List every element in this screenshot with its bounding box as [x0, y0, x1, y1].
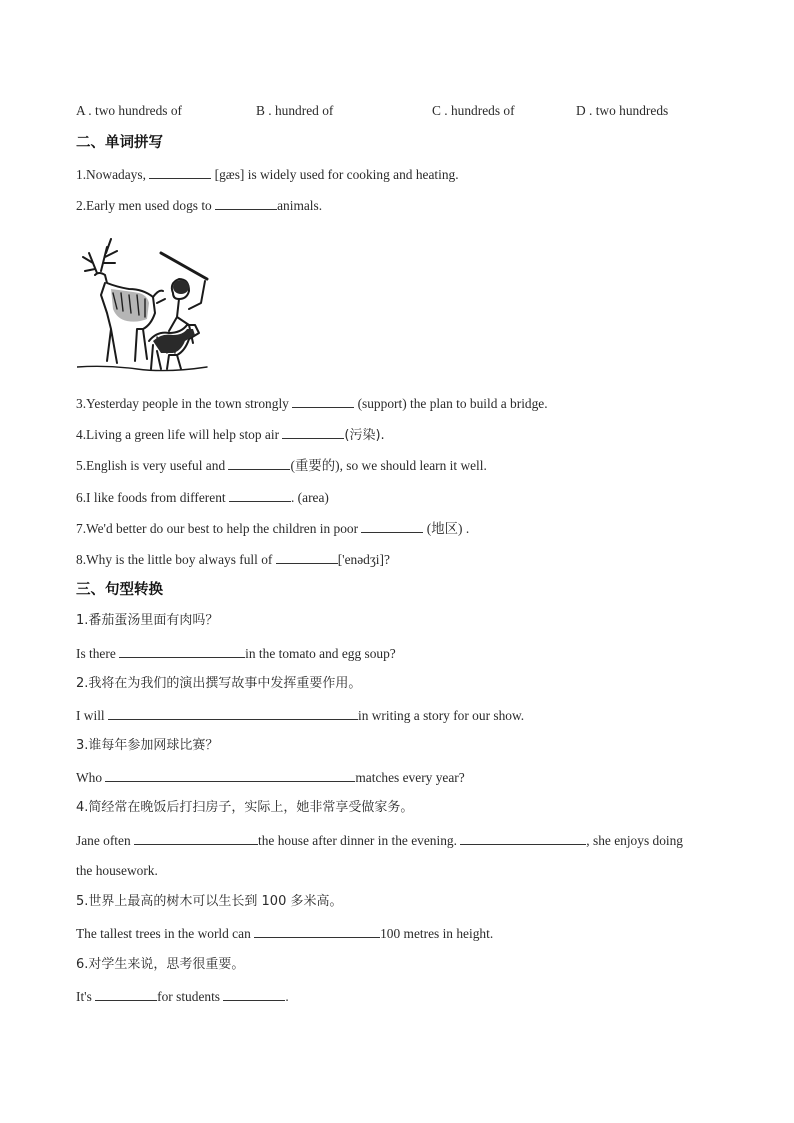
s3-q3-chinese: 3.谁每年参加网球比赛？: [76, 738, 219, 753]
section-2-title: 二、单词拼写: [76, 135, 163, 151]
answer-blank[interactable]: [460, 832, 586, 845]
s3-q6-mid: for students: [157, 989, 224, 1004]
s2-q6-post: . (area): [290, 490, 329, 505]
s2-q8-pre: 8.Why is the little boy always full of: [76, 552, 276, 567]
s3-q1-pre: Is there: [76, 646, 120, 661]
answer-blank[interactable]: [223, 988, 285, 1001]
section-3-title: 三、句型转换: [76, 582, 163, 598]
answer-blank[interactable]: [276, 551, 338, 564]
answer-blank[interactable]: [95, 988, 157, 1001]
answer-blank[interactable]: [292, 395, 354, 408]
s3-q2-post: in writing a story for our show.: [358, 708, 525, 723]
s2-q8-post: ['enədʒi]?: [337, 552, 390, 567]
s2-q4-pre: 4.Living a green life will help stop air: [76, 427, 283, 442]
s3-q3-pre: Who: [76, 770, 106, 785]
s3-q5-post: 100 metres in height.: [380, 926, 494, 941]
s3-q6-chinese: 6.对学生来说，思考很重要。: [76, 957, 245, 972]
option-d: D . two hundreds: [576, 103, 669, 118]
s3-q5-pre: The tallest trees in the world can: [76, 926, 255, 941]
s2-q7-pre: 7.We'd better do our best to help the children in poor: [76, 521, 362, 536]
s3-q4-chinese: 4.简经常在晚饭后打扫房子，实际上，她非常享受做家务。: [76, 800, 414, 815]
answer-blank[interactable]: [119, 645, 245, 658]
s3-question-6: [76, 988, 289, 1005]
answer-blank[interactable]: [229, 489, 291, 502]
s2-question-6: [76, 489, 329, 506]
s3-q1-chinese: 1.番茄蛋汤里面有肉吗？: [76, 613, 219, 628]
s2-q3-pre: 3.Yesterday people in the town strongly: [76, 396, 293, 411]
s2-question-1: [76, 166, 459, 183]
answer-blank[interactable]: [282, 426, 344, 439]
s2-question-8: [76, 551, 390, 568]
s2-question-3: [76, 395, 548, 412]
s3-question-2: [76, 707, 524, 724]
answer-blank[interactable]: [361, 520, 423, 533]
s2-q1-pre: 1.Nowadays,: [76, 167, 150, 182]
s3-q2-pre: I will: [76, 708, 108, 723]
s3-q3-post: matches every year?: [355, 770, 465, 785]
s3-q4-line2: the housework.: [76, 863, 158, 878]
s3-q4-pre: Jane often: [76, 833, 135, 848]
s3-q4-post: , she enjoys doing: [586, 833, 683, 848]
option-b: B . hundred of: [256, 103, 334, 118]
s2-q5-post: (重要的), so we should learn it well.: [290, 458, 487, 473]
answer-blank[interactable]: [228, 457, 290, 470]
answer-blank[interactable]: [254, 925, 380, 938]
s3-q2-chinese: 2.我将在为我们的演出撰写故事中发挥重要作用。: [76, 676, 362, 691]
s3-question-4: [76, 832, 720, 849]
s2-q4-post: (污染).: [344, 428, 385, 443]
s2-question-5: [76, 457, 487, 474]
s3-q4-mid: the house after dinner in the evening.: [258, 833, 461, 848]
answer-blank[interactable]: [215, 197, 277, 210]
s3-question-1: [76, 645, 396, 662]
answer-blank[interactable]: [108, 707, 358, 720]
option-a: A . two hundreds of: [76, 103, 182, 118]
s2-q5-pre: 5.English is very useful and: [76, 458, 229, 473]
s2-q6-pre: 6.I like foods from different: [76, 490, 229, 505]
s3-question-3: [76, 769, 465, 786]
s2-question-2: [76, 197, 322, 214]
s2-q2-post: animals.: [277, 198, 323, 213]
s3-q6-post: .: [285, 989, 289, 1004]
s2-q7-post: (地区) .: [423, 521, 470, 536]
s3-q6-pre: It's: [76, 989, 96, 1004]
option-c: C . hundreds of: [432, 103, 515, 118]
s2-question-7: [76, 520, 469, 537]
s2-q1-post: [gæs] is widely used for cooking and heating.: [211, 167, 459, 182]
answer-blank[interactable]: [149, 166, 211, 179]
s2-question-4: [76, 426, 385, 444]
answer-blank[interactable]: [134, 832, 258, 845]
answer-blank[interactable]: [105, 769, 355, 782]
s2-q3-post: (support) the plan to build a bridge.: [354, 396, 548, 411]
s3-q1-post: in the tomato and egg soup?: [245, 646, 396, 661]
s2-q2-pre: 2.Early men used dogs to: [76, 198, 216, 213]
s3-question-5: [76, 925, 493, 942]
hunting-illustration: [77, 233, 214, 375]
s3-q5-chinese: 5.世界上最高的树木可以生长到 100 多米高。: [76, 894, 343, 909]
